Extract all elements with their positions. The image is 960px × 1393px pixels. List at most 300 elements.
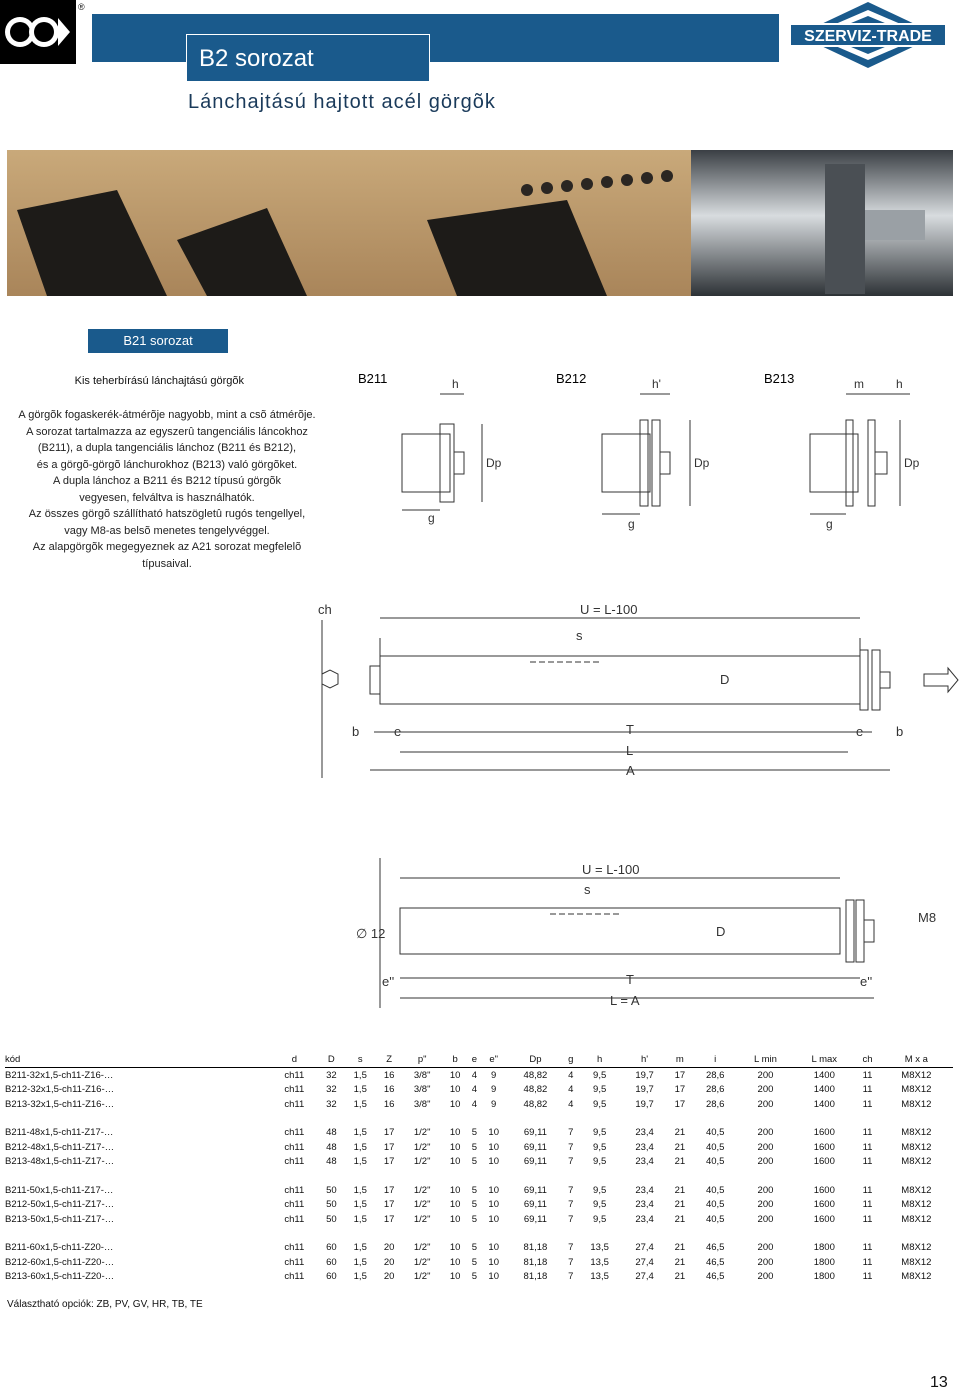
dim-g: g [428, 511, 435, 525]
table-cell: 50 [326, 1199, 337, 1211]
table-cell: 23,4 [635, 1199, 654, 1211]
table-cell: 10 [449, 1156, 461, 1168]
table-cell: 1,5 [353, 1184, 367, 1196]
product-photo [7, 150, 953, 296]
dim-la: L = A [610, 993, 640, 1008]
table-cell: ch11 [284, 1256, 305, 1268]
table-cell: 200 [757, 1242, 774, 1254]
table-cell: 5 [471, 1213, 478, 1225]
series-title: B2 sorozat [186, 34, 430, 82]
table-cell: 1/2" [413, 1242, 431, 1254]
table-cell: 17 [383, 1184, 395, 1196]
table-cell: 1,5 [353, 1098, 367, 1110]
table-header [5, 1052, 953, 1068]
table-cell: 40,5 [705, 1213, 725, 1225]
table-cell: 10 [449, 1199, 461, 1211]
table-cell: 40,5 [705, 1184, 725, 1196]
table-cell: 10 [449, 1184, 461, 1196]
table-cell: 4 [471, 1098, 478, 1110]
table-cell: 32 [326, 1098, 337, 1110]
table-cell: 21 [674, 1199, 686, 1211]
table-cell: M8X12 [901, 1156, 932, 1168]
table-row [5, 1255, 953, 1270]
dim-s: s [584, 882, 591, 897]
table-cell: 200 [757, 1084, 774, 1096]
table-cell: 200 [757, 1184, 774, 1196]
table-cell: 11 [862, 1127, 873, 1139]
table-cell: 28,6 [705, 1069, 725, 1081]
table-cell: M8X12 [901, 1084, 932, 1096]
table-cell: 27,4 [635, 1256, 654, 1268]
table-cell: 17 [674, 1069, 686, 1081]
table-cell: ch11 [284, 1213, 305, 1225]
table-cell: 11 [862, 1271, 873, 1283]
dim-h-prime: h' [652, 377, 661, 391]
table-cell: 10 [488, 1271, 499, 1283]
table-cell: 17 [674, 1084, 686, 1096]
table-cell: 5 [471, 1127, 478, 1139]
table-cell: ch11 [284, 1199, 305, 1211]
table-cell: 81,18 [523, 1242, 548, 1254]
table-cell: 17 [383, 1213, 395, 1225]
table-cell: 21 [674, 1141, 686, 1153]
table-cell: 200 [757, 1098, 774, 1110]
dim-u: U = L-100 [580, 602, 638, 617]
dim-e: e [856, 724, 864, 739]
table-cell: B213-48x1,5-ch11-Z17-… [5, 1156, 115, 1168]
table-cell: 1400 [813, 1084, 835, 1096]
dim-d: D [720, 672, 730, 687]
dim-g: g [826, 517, 833, 531]
table-cell: 1,5 [353, 1256, 367, 1268]
table-cell: 40,5 [705, 1127, 725, 1139]
table-cell: 11 [862, 1084, 873, 1096]
table-cell: 28,6 [705, 1084, 725, 1096]
group-spacer [5, 1169, 953, 1183]
table-cell: 69,11 [523, 1213, 547, 1225]
table-row [5, 1198, 953, 1213]
dim-dp: Dp [904, 456, 920, 470]
table-cell: 20 [383, 1256, 395, 1268]
table-cell: 10 [488, 1213, 499, 1225]
table-cell: 69,11 [523, 1156, 547, 1168]
table-cell: 1/2" [413, 1256, 431, 1268]
table-cell: 10 [488, 1156, 499, 1168]
table-row [5, 1241, 953, 1256]
table-row [5, 1270, 953, 1285]
table-cell: ch11 [284, 1098, 305, 1110]
table-cell: 10 [449, 1098, 461, 1110]
table-cell: 50 [326, 1184, 337, 1196]
column-header: kód [5, 1054, 21, 1065]
table-cell: 46,5 [705, 1256, 725, 1268]
table-cell: M8X12 [901, 1069, 932, 1081]
table-cell: 11 [862, 1213, 873, 1225]
table-cell: 17 [383, 1127, 395, 1139]
table-cell: 46,5 [705, 1242, 725, 1254]
table-cell: 21 [674, 1242, 686, 1254]
table-cell: B212-60x1,5-ch11-Z20-… [5, 1256, 115, 1268]
table-cell: 17 [383, 1141, 395, 1153]
dim-s: s [576, 628, 583, 643]
table-cell: 11 [862, 1242, 873, 1254]
dim-diameter: ∅ 12 [356, 926, 386, 941]
table-cell: 1800 [813, 1256, 835, 1268]
dim-d: D [716, 924, 726, 939]
table-cell: 10 [449, 1242, 461, 1254]
table-cell: 7 [568, 1141, 574, 1153]
table-cell: 1600 [813, 1213, 835, 1225]
table-cell: 5 [471, 1199, 478, 1211]
table-cell: 11 [862, 1184, 873, 1196]
table-cell: 4 [471, 1069, 478, 1081]
table-cell: 200 [757, 1156, 774, 1168]
table-cell: 200 [757, 1256, 774, 1268]
table-cell: 11 [862, 1199, 873, 1211]
table-cell: 9,5 [593, 1184, 607, 1196]
spec-table [5, 1052, 953, 1284]
table-cell: 11 [862, 1156, 873, 1168]
registered-mark: ® [78, 2, 85, 12]
company-logo [0, 0, 76, 64]
table-cell: 5 [471, 1242, 478, 1254]
column-header: p" [417, 1054, 427, 1065]
drawing-label-b212: B212 [556, 371, 587, 386]
column-header: d [291, 1054, 297, 1065]
table-cell: M8X12 [901, 1271, 932, 1283]
table-cell: 9,5 [593, 1098, 607, 1110]
column-header: h [596, 1054, 603, 1065]
table-cell: 50 [326, 1213, 337, 1225]
table-row [5, 1083, 953, 1098]
table-cell: 48 [326, 1156, 337, 1168]
table-cell: ch11 [284, 1271, 305, 1283]
desc-line: és a görgõ-görgõ lánchurokhoz (B213) való görgõket. [36, 458, 298, 471]
table-cell: 21 [674, 1256, 686, 1268]
table-cell: 21 [674, 1271, 686, 1283]
table-cell: B213-50x1,5-ch11-Z17-… [5, 1213, 115, 1225]
table-cell: 17 [383, 1156, 395, 1168]
table-cell: 4 [568, 1069, 574, 1081]
table-cell: 5 [471, 1156, 478, 1168]
table-cell: 69,11 [523, 1141, 547, 1153]
table-cell: 9,5 [593, 1141, 607, 1153]
table-cell: 1600 [813, 1156, 835, 1168]
table-cell: 20 [383, 1271, 395, 1283]
table-cell: 10 [449, 1084, 461, 1096]
table-cell: 48,82 [523, 1069, 548, 1081]
table-cell: 1400 [813, 1069, 835, 1081]
table-cell: B211-50x1,5-ch11-Z17-… [5, 1184, 114, 1196]
desc-line: Az alapgörgõk megegyeznek az A21 sorozat megfelelõ [32, 541, 302, 553]
table-cell: 4 [568, 1084, 574, 1096]
dim-ch: ch [318, 602, 332, 617]
table-cell: 1600 [813, 1184, 835, 1196]
dim-u: U = L-100 [582, 862, 640, 877]
desc-line: A görgõk fogaskerék-átmérõje nagyobb, mint a csõ átmérõje. [18, 409, 316, 421]
table-row [5, 1183, 953, 1198]
column-header: D [327, 1054, 335, 1065]
table-cell: 81,18 [523, 1271, 548, 1283]
table-cell: ch11 [284, 1069, 305, 1081]
table-cell: M8X12 [901, 1098, 932, 1110]
table-cell: 10 [449, 1069, 461, 1081]
table-cell: 1/2" [413, 1141, 431, 1153]
table-cell: 200 [757, 1069, 774, 1081]
table-cell: 60 [326, 1271, 337, 1283]
table-cell: 1,5 [353, 1127, 367, 1139]
table-cell: 200 [757, 1213, 774, 1225]
table-cell: 13,5 [590, 1271, 609, 1283]
dim-e2: e'' [382, 974, 395, 989]
table-row [5, 1212, 953, 1227]
table-cell: 7 [568, 1213, 574, 1225]
table-cell: ch11 [284, 1141, 305, 1153]
table-row [5, 1155, 953, 1170]
column-header: m [675, 1054, 684, 1065]
table-cell: B212-32x1,5-ch11-Z16-… [5, 1084, 115, 1096]
table-cell: M8X12 [901, 1199, 932, 1211]
table-cell: 9 [491, 1069, 497, 1081]
table-cell: M8X12 [901, 1127, 932, 1139]
table-cell: 1800 [813, 1271, 835, 1283]
table-cell: 1/2" [413, 1127, 431, 1139]
table-cell: 21 [674, 1127, 686, 1139]
table-cell: 9 [491, 1084, 497, 1096]
table-cell: 27,4 [635, 1271, 654, 1283]
table-cell: 32 [326, 1084, 337, 1096]
dim-m: m [854, 377, 864, 391]
table-cell: 21 [674, 1184, 686, 1196]
desc-line: vagy M8-as belsõ menetes tengelyvéggel. [64, 524, 270, 537]
table-cell: ch11 [284, 1084, 305, 1096]
table-cell: 16 [383, 1069, 395, 1081]
table-cell: M8X12 [901, 1256, 932, 1268]
column-header: g [568, 1054, 574, 1065]
table-cell: B211-48x1,5-ch11-Z17-… [5, 1127, 114, 1139]
table-cell: 40,5 [705, 1199, 725, 1211]
table-cell: 23,4 [635, 1156, 654, 1168]
table-cell: 10 [488, 1256, 499, 1268]
table-cell: 1,5 [353, 1156, 367, 1168]
table-cell: B212-50x1,5-ch11-Z17-… [5, 1199, 115, 1211]
table-cell: 7 [568, 1242, 574, 1254]
table-cell: 9 [491, 1098, 497, 1110]
dim-h: h [452, 377, 459, 391]
table-cell: 81,18 [523, 1256, 548, 1268]
column-header: i [714, 1054, 717, 1065]
table-cell: 9,5 [593, 1127, 607, 1139]
column-header: Z [386, 1054, 393, 1065]
table-cell: 200 [757, 1199, 774, 1211]
table-cell: 40,5 [705, 1141, 725, 1153]
table-cell: M8X12 [901, 1141, 932, 1153]
table-cell: 4 [568, 1098, 574, 1110]
table-cell: 1/2" [413, 1156, 431, 1168]
table-cell: 1600 [813, 1141, 835, 1153]
table-cell: 1,5 [353, 1084, 367, 1096]
table-cell: 17 [674, 1098, 686, 1110]
table-cell: 9,5 [593, 1069, 607, 1081]
table-cell: 20 [383, 1242, 395, 1254]
table-cell: 10 [488, 1127, 499, 1139]
table-cell: ch11 [284, 1242, 305, 1254]
dim-l: L [626, 743, 634, 758]
column-header: ch [862, 1054, 873, 1065]
table-cell: 7 [568, 1256, 574, 1268]
table-cell: 5 [471, 1184, 478, 1196]
table-cell: 23,4 [635, 1213, 654, 1225]
table-cell: 1600 [813, 1127, 835, 1139]
table-cell: 10 [449, 1271, 461, 1283]
table-cell: 200 [757, 1271, 774, 1283]
table-cell: 10 [449, 1256, 461, 1268]
table-cell: 3/8" [413, 1098, 431, 1110]
table-cell: 5 [471, 1256, 478, 1268]
table-row [5, 1126, 953, 1141]
column-header: L min [754, 1054, 777, 1065]
table-cell: 69,11 [523, 1184, 547, 1196]
dim-t: T [626, 722, 634, 737]
dim-g: g [628, 517, 635, 531]
table-cell: 48,82 [523, 1084, 548, 1096]
table-cell: B213-32x1,5-ch11-Z16-… [5, 1098, 115, 1110]
table-cell: 17 [383, 1199, 395, 1211]
table-cell: 1800 [813, 1242, 835, 1254]
table-cell: 19,7 [635, 1084, 654, 1096]
table-cell: 46,5 [705, 1271, 725, 1283]
description [0, 407, 334, 572]
column-header: Dp [529, 1054, 542, 1065]
table-cell: ch11 [284, 1156, 305, 1168]
table-cell: 11 [862, 1069, 873, 1081]
table-cell: 1,5 [353, 1141, 367, 1153]
sub-series-badge: B21 sorozat [88, 329, 228, 353]
table-cell: 1,5 [353, 1242, 367, 1254]
table-cell: M8X12 [901, 1213, 932, 1225]
table-cell: 40,5 [705, 1156, 725, 1168]
table-cell: 7 [568, 1156, 574, 1168]
dim-h: h [896, 377, 903, 391]
table-cell: 69,11 [523, 1127, 547, 1139]
table-cell: 28,6 [705, 1098, 725, 1110]
table-cell: 9,5 [593, 1084, 607, 1096]
drawing-label-b213: B213 [764, 371, 795, 386]
table-cell: 48,82 [523, 1098, 548, 1110]
table-cell: 19,7 [635, 1098, 654, 1110]
table-cell: 11 [862, 1256, 873, 1268]
desc-line: (B211), a dupla tangenciális lánchoz (B211 és B212), [37, 442, 297, 454]
table-cell: 10 [449, 1127, 461, 1139]
table-cell: 60 [326, 1242, 337, 1254]
table-cell: 10 [488, 1184, 499, 1196]
brand-name: SZERVIZ-TRADE [804, 28, 932, 45]
table-cell: 7 [568, 1184, 574, 1196]
table-cell: 1,5 [353, 1213, 367, 1225]
table-cell: 32 [326, 1069, 337, 1081]
table-cell: 7 [568, 1199, 574, 1211]
table-cell: 21 [674, 1156, 686, 1168]
dim-e2: e'' [860, 974, 873, 989]
table-cell: 1/2" [413, 1199, 431, 1211]
table-cell: 1/2" [413, 1184, 431, 1196]
table-cell: 9,5 [593, 1156, 607, 1168]
table-cell: 10 [449, 1141, 461, 1153]
table-cell: 9,5 [593, 1213, 607, 1225]
table-cell: 200 [757, 1127, 774, 1139]
table-cell: 10 [488, 1242, 499, 1254]
assembly-drawing-thread [300, 858, 960, 1016]
desc-line: típusaival. [142, 557, 192, 570]
table-cell: 13,5 [590, 1242, 609, 1254]
table-cell: B212-48x1,5-ch11-Z17-… [5, 1141, 115, 1153]
column-header: M x a [904, 1054, 928, 1065]
column-header: s [357, 1054, 363, 1065]
table-cell: 23,4 [635, 1184, 654, 1196]
dim-b: b [896, 724, 904, 739]
dim-e: e [394, 724, 402, 739]
page-number: 13 [930, 1374, 948, 1391]
desc-line: vegyesen, felváltva is használhatók. [79, 491, 255, 504]
dim-dp: Dp [486, 456, 502, 470]
column-header: e [471, 1054, 478, 1065]
column-header: b [452, 1054, 458, 1065]
table-cell: 1,5 [353, 1271, 367, 1283]
table-cell: 200 [757, 1141, 774, 1153]
table-cell: 16 [383, 1084, 395, 1096]
dim-dp: Dp [694, 456, 710, 470]
table-cell: B211-60x1,5-ch11-Z20-… [5, 1242, 114, 1254]
table-cell: 23,4 [635, 1141, 654, 1153]
end-detail-drawings [340, 362, 960, 537]
dim-b: b [352, 724, 360, 739]
page-subtitle: Lánchajtású hajtott acél görgõk [188, 91, 496, 113]
options-note: Választható opciók: ZB, PV, GV, HR, TB, TE [7, 1299, 203, 1310]
dim-t: T [626, 972, 634, 987]
table-cell: 10 [449, 1213, 461, 1225]
table-cell: 19,7 [635, 1069, 654, 1081]
table-cell: 16 [383, 1098, 395, 1110]
table-cell: M8X12 [901, 1242, 932, 1254]
group-spacer [5, 1112, 953, 1126]
brand-logo [788, 0, 948, 70]
sub-series-title: Kis teherbírású lánchajtású görgõk [74, 375, 244, 387]
column-header: e" [489, 1054, 499, 1065]
table-cell: ch11 [284, 1127, 305, 1139]
table-cell: 7 [568, 1127, 574, 1139]
table-cell: 11 [862, 1141, 873, 1153]
table-cell: 1,5 [353, 1069, 367, 1081]
table-cell: 3/8" [413, 1084, 431, 1096]
table-cell: 3/8" [413, 1069, 431, 1081]
assembly-drawing-hex [300, 598, 960, 788]
table-cell: 21 [674, 1213, 686, 1225]
group-spacer [5, 1227, 953, 1241]
table-cell: 48 [326, 1127, 337, 1139]
table-cell: 13,5 [590, 1256, 609, 1268]
table-cell: 27,4 [635, 1242, 654, 1254]
column-header: L max [811, 1054, 838, 1065]
table-cell: ch11 [284, 1184, 305, 1196]
table-cell: M8X12 [901, 1184, 932, 1196]
table-cell: 1/2" [413, 1213, 431, 1225]
desc-line: A sorozat tartalmazza az egyszerû tangenciális láncokhoz [26, 425, 308, 438]
table-cell: 11 [862, 1098, 873, 1110]
table-row [5, 1140, 953, 1155]
table-cell: 1600 [813, 1199, 835, 1211]
table-cell: 9,5 [593, 1199, 607, 1211]
table-cell: 5 [471, 1271, 478, 1283]
